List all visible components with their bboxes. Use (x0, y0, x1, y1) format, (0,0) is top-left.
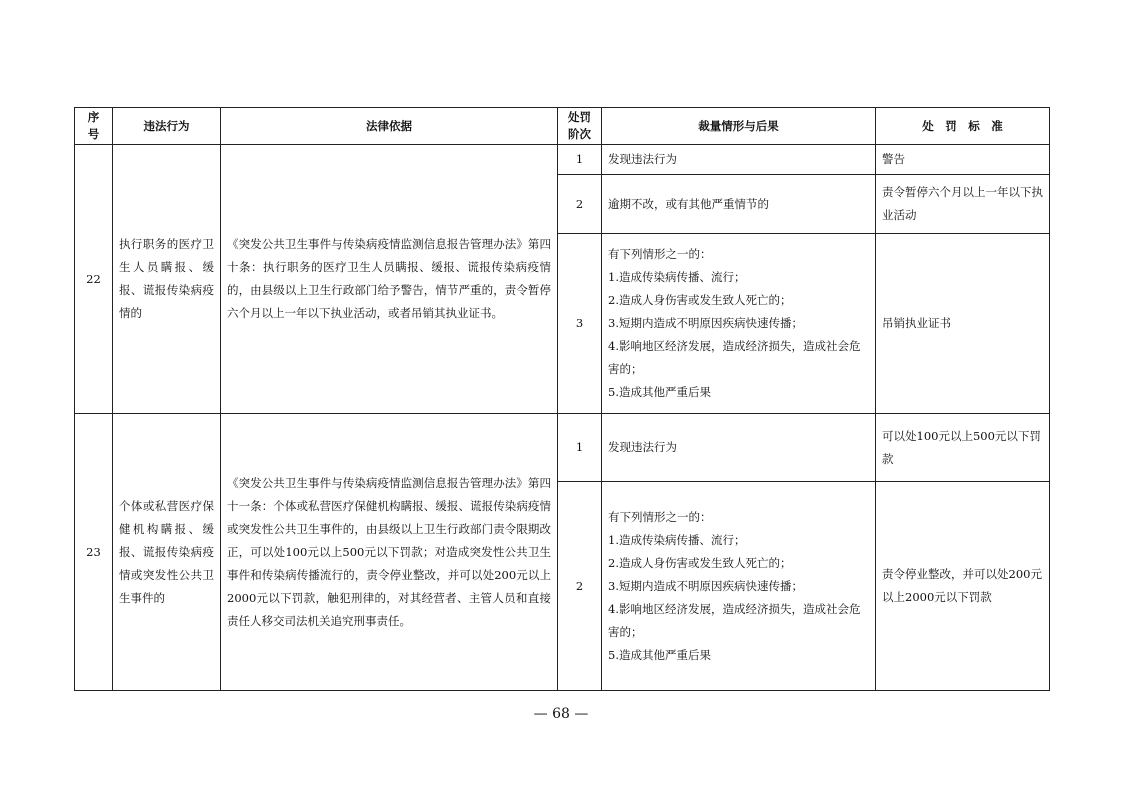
row-circumstance: 发现违法行为 (602, 414, 876, 482)
row-standard: 责令停业整改，并可以处200元以上2000元以下罚款 (876, 482, 1050, 691)
row-standard: 责令暂停六个月以上一年以下执业活动 (876, 175, 1050, 234)
row-seq: 23 (75, 414, 113, 691)
header-standard: 处 罚 标 准 (876, 108, 1050, 145)
header-seq: 序号 (75, 108, 113, 145)
row-legal-basis: 《突发公共卫生事件与传染病疫情监测信息报告管理办法》第四十条：执行职务的医疗卫生人员瞒报、缓报、谎报传染病疫情的，由县级以上卫生行政部门给予警告，情节严重的，责令暂停六个月以上一年以下执业活动，或者吊销其执业证书。 (221, 145, 558, 414)
header-stage: 处罚阶次 (558, 108, 602, 145)
header-legal-basis: 法律依据 (221, 108, 558, 145)
table-row (75, 414, 1050, 482)
row-standard: 吊销执业证书 (876, 234, 1050, 414)
row-violation: 执行职务的医疗卫生人员瞒报、缓报、谎报传染病疫情的 (113, 145, 221, 414)
row-stage: 1 (558, 145, 602, 175)
row-circumstance: 有下列情形之一的： 1.造成传染病传播、流行； 2.造成人身伤害或发生致人死亡的； 3.短期内造成不明原因疾病快速传播； 4.影响地区经济发展，造成经济损失，造成社会危害的； 5.造成其他严重后果 (602, 482, 876, 691)
penalty-table (74, 107, 1050, 691)
row-violation: 个体或私营医疗保健机构瞒报、缓报、谎报传染病疫情或突发性公共卫生事件的 (113, 414, 221, 691)
row-circumstance: 逾期不改，或有其他严重情节的 (602, 175, 876, 234)
row-stage: 2 (558, 175, 602, 234)
row-seq: 22 (75, 145, 113, 414)
header-circumstance: 裁量情形与后果 (602, 108, 876, 145)
row-legal-basis: 《突发公共卫生事件与传染病疫情监测信息报告管理办法》第四十一条：个体或私营医疗保健机构瞒报、缓报、谎报传染病疫情或突发性公共卫生事件的，由县级以上卫生行政部门责令限期改正，可以处100元以上500元以下罚款；对造成突发性公共卫生事件和传染病传播流行的，责令停业整改，并可以处200元以上2000元以下罚款，触犯刑律的，对其经营者、主管人员和直接责任人移交司法机关追究刑事责任。 (221, 414, 558, 691)
row-stage: 2 (558, 482, 602, 691)
row-stage: 3 (558, 234, 602, 414)
row-standard: 可以处100元以上500元以下罚款 (876, 414, 1050, 482)
page-number: — 68 — (533, 706, 589, 722)
header-violation: 违法行为 (113, 108, 221, 145)
row-circumstance: 有下列情形之一的： 1.造成传染病传播、流行； 2.造成人身伤害或发生致人死亡的； 3.短期内造成不明原因疾病快速传播； 4.影响地区经济发展，造成经济损失，造成社会危害的； 5.造成其他严重后果 (602, 234, 876, 414)
row-stage: 1 (558, 414, 602, 482)
table-row (75, 145, 1050, 175)
row-standard: 警告 (876, 145, 1050, 175)
header-row (75, 108, 1050, 145)
row-circumstance: 发现违法行为 (602, 145, 876, 175)
